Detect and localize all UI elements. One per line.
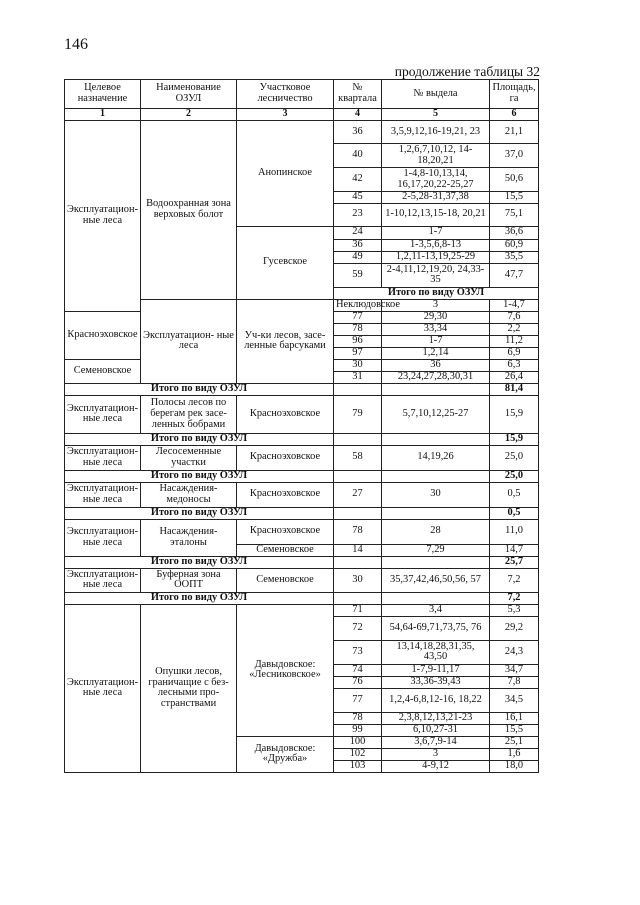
table-cell: 2-4,11,12,19,20, 24,33-35 [382,263,490,287]
table-row [65,445,539,470]
header-purpose: Целевое назначение [65,80,141,109]
table-cell: 71 [334,604,382,616]
table-row [65,482,539,507]
table-cell: 1-3,5,6,8-13 [382,239,490,251]
total-cell [382,556,490,568]
table-cell: 58 [334,445,382,470]
table-cell: Семеновское [237,544,334,556]
table-cell: 78 [334,519,382,544]
table-continuation-caption: продолжение таблицы 32 [394,64,540,79]
table-cell: 29,2 [490,616,539,640]
header-allotment-number: № выдела [382,80,490,109]
table-cell: 3,6,7,9-14 [382,736,490,748]
table-cell: 14,19,26 [382,445,490,470]
table-cell: 77 [334,688,382,712]
table-cell: Эксплуатацион- ные леса [65,482,141,507]
total-cell [334,433,382,445]
table-cell: 6,9 [490,347,539,359]
table-cell: 47,7 [490,263,539,287]
table-cell: 79 [334,395,382,433]
table-cell: 23,24,27,28,30,31 [382,371,490,383]
table-cell: 30 [334,359,382,371]
table-cell: 72 [334,616,382,640]
table-cell: 2-5,28-31,37,38 [382,192,490,204]
total-row [65,507,539,519]
table-cell: 26,4 [490,371,539,383]
table-cell: 3 [382,748,490,760]
table-cell: 7,6 [490,311,539,323]
table-cell: Гусевское [237,226,334,299]
table-cell: 36 [334,121,382,144]
total-cell: 81,4 [490,383,539,395]
total-cell [382,433,490,445]
table-body [65,121,539,773]
table-cell: 33,36-39,43 [382,676,490,688]
total-cell [334,592,382,604]
header-forestry-district: Участковое лесничество [237,80,334,109]
table-cell: 30 [334,568,382,592]
table-cell: 15,9 [490,395,539,433]
total-label: Итого по виду ОЗУЛ [65,433,334,445]
table-cell: 36 [334,239,382,251]
total-cell [334,556,382,568]
table-cell: 49 [334,251,382,263]
column-index: 3 [237,109,334,121]
table-cell: Эксплуатацион- ные леса [65,121,141,312]
total-row [65,592,539,604]
table-cell: Буферная зона ООПТ [141,568,237,592]
table-cell: 54,64-69,71,73,75, 76 [382,616,490,640]
table-cell: 2,2 [490,323,539,335]
table-cell: Красноэховское [237,395,334,433]
table-row [65,568,539,592]
table-cell: 74 [334,664,382,676]
total-label: Итого по виду ОЗУЛ [65,592,334,604]
total-cell: 25,0 [490,470,539,482]
table-cell: 1,6 [490,748,539,760]
column-index: 5 [382,109,490,121]
header-quarter-number: № квартала [334,80,382,109]
table-cell: 18,0 [490,760,539,772]
total-row [65,433,539,445]
table-cell: 11,2 [490,335,539,347]
table-cell: 50,6 [490,168,539,192]
table-cell: 30 [382,482,490,507]
total-cell: 7,2 [490,592,539,604]
table-cell: Уч-ки лесов, засе- ленные барсуками [237,299,334,383]
table-cell: 75,1 [490,203,539,226]
header-ozul-name: Наименование ОЗУЛ [141,80,237,109]
table-cell: Эксплуатацион- ные леса [65,445,141,470]
table-cell: 6,3 [490,359,539,371]
total-cell: 25,7 [490,556,539,568]
table-cell: 34,7 [490,664,539,676]
table-cell: 15,5 [490,192,539,204]
table-cell: 24 [334,226,382,239]
table-cell: 99 [334,724,382,736]
table-cell: 1,2,4-6,8,12-16, 18,22 [382,688,490,712]
total-cell [334,383,382,395]
table-cell: 60,9 [490,239,539,251]
column-index: 6 [490,109,539,121]
column-index: 1 [65,109,141,121]
table-cell: 6,10,27-31 [382,724,490,736]
total-label: Итого по виду ОЗУЛ [65,556,334,568]
table-cell: 1-7 [382,226,490,239]
total-label: Итого по виду ОЗУЛ [65,507,334,519]
table-cell: Лесосеменные участки [141,445,237,470]
table-cell: 7,8 [490,676,539,688]
column-index: 4 [334,109,382,121]
table-cell: 1-4,8-10,13,14, 16,17,20,22-25,27 [382,168,490,192]
table-cell: 5,3 [490,604,539,616]
table-cell: 2,3,8,12,13,21-23 [382,712,490,724]
table-cell: 77 [334,311,382,323]
total-label: Итого по виду ОЗУЛ [334,287,539,299]
total-cell [382,507,490,519]
table-cell: Семеновское [237,568,334,592]
table-cell: Красноэховское [237,519,334,544]
total-cell: 0,5 [490,507,539,519]
table-cell: 14 [334,544,382,556]
table-cell: 36 [382,359,490,371]
table-cell: 40 [334,144,382,168]
total-cell [334,507,382,519]
table-cell: 7,29 [382,544,490,556]
table-cell: 37,0 [490,144,539,168]
table-cell: 5,7,10,12,25-27 [382,395,490,433]
table-cell: Эксплуатацион- ные леса [65,519,141,556]
table-cell: 78 [334,323,382,335]
table-cell: 13,14,18,28,31,35, 43,50 [382,640,490,664]
table-cell: Насаждения- эталоны [141,519,237,556]
table-cell: 45 [334,192,382,204]
table-cell: 25,1 [490,736,539,748]
table-cell: 78 [334,712,382,724]
table-cell: 76 [334,676,382,688]
table-cell: 33,34 [382,323,490,335]
table-cell: Красноэховское [237,482,334,507]
table-cell: 1-7 [382,335,490,347]
table-cell: Красноэховское [237,445,334,470]
table-cell: 16,1 [490,712,539,724]
table-cell: 1,2,11-13,19,25-29 [382,251,490,263]
table-cell: Эксплуатацион- ные леса [65,604,141,772]
table-cell: 36,6 [490,226,539,239]
table-cell: 103 [334,760,382,772]
table-row [65,519,539,544]
table-cell: 34,5 [490,688,539,712]
total-cell [334,470,382,482]
table-cell: 3,4 [382,604,490,616]
total-cell [382,592,490,604]
header-area: Площадь, га [490,80,539,109]
total-cell [382,470,490,482]
table-cell: 100 [334,736,382,748]
table-cell: Эксплуатацион- ные леса [65,395,141,433]
table-cell: Семеновское [65,359,141,383]
ozul-table [64,79,539,773]
table-cell: 35,37,42,46,50,56, 57 [382,568,490,592]
table-cell: 102 [334,748,382,760]
table-cell: 0,5 [490,482,539,507]
table-cell: Опушки лесов, граничащие с без- лесными про- странствами [141,604,237,772]
table-row [65,395,539,433]
table-cell: 35,5 [490,251,539,263]
table-cell: 96 [334,335,382,347]
table-row [65,604,539,616]
table-cell: Полосы лесов по берегам рек засе- ленных бобрами [141,395,237,433]
total-row [65,470,539,482]
table-cell: 31 [334,371,382,383]
table-cell: 1,2,6,7,10,12, 14-18,20,21 [382,144,490,168]
table-cell: Давыдовское: «Лесниковское» [237,604,334,736]
page-number: 146 [64,36,88,53]
table-cell: Эксплуатацион- ные леса [65,568,141,592]
table-cell: 1-10,12,13,15-18, 20,21 [382,203,490,226]
table-cell: Анопинское [237,121,334,227]
table-cell: 21,1 [490,121,539,144]
table-cell: 1-7,9-11,17 [382,664,490,676]
total-cell: 15,9 [490,433,539,445]
table-cell: 3 [382,299,490,311]
table-cell: 24,3 [490,640,539,664]
table-cell: 73 [334,640,382,664]
column-index: 2 [141,109,237,121]
table-cell: 3,5,9,12,16-19,21, 23 [382,121,490,144]
table-cell: 29,30 [382,311,490,323]
table-cell: 59 [334,263,382,287]
table-cell: 23 [334,203,382,226]
total-cell [382,383,490,395]
table-row [65,121,539,144]
table-cell: 28 [382,519,490,544]
table-cell: 97 [334,347,382,359]
table-cell: 1-4,7 [490,299,539,311]
total-row [65,556,539,568]
table-cell: 7,2 [490,568,539,592]
table-cell: Насаждения- медоносы [141,482,237,507]
table-cell: Красноэховское [65,311,141,359]
table-cell: 15,5 [490,724,539,736]
total-row [65,383,539,395]
table-cell: 4-9,12 [382,760,490,772]
table-cell: Водоохранная зона верховых болот [141,121,237,300]
table-cell: 1,2,14 [382,347,490,359]
table-cell: 25,0 [490,445,539,470]
table-cell: 42 [334,168,382,192]
table-cell: Давыдовское: «Дружба» [237,736,334,772]
table-cell: 27 [334,482,382,507]
table-cell: Эксплуатацион- ные леса [141,299,237,383]
total-label: Итого по виду ОЗУЛ [65,383,334,395]
table-cell: Неклюдовское [334,299,382,311]
table-cell: 14,7 [490,544,539,556]
total-label: Итого по виду ОЗУЛ [65,470,334,482]
table-cell: 11,0 [490,519,539,544]
